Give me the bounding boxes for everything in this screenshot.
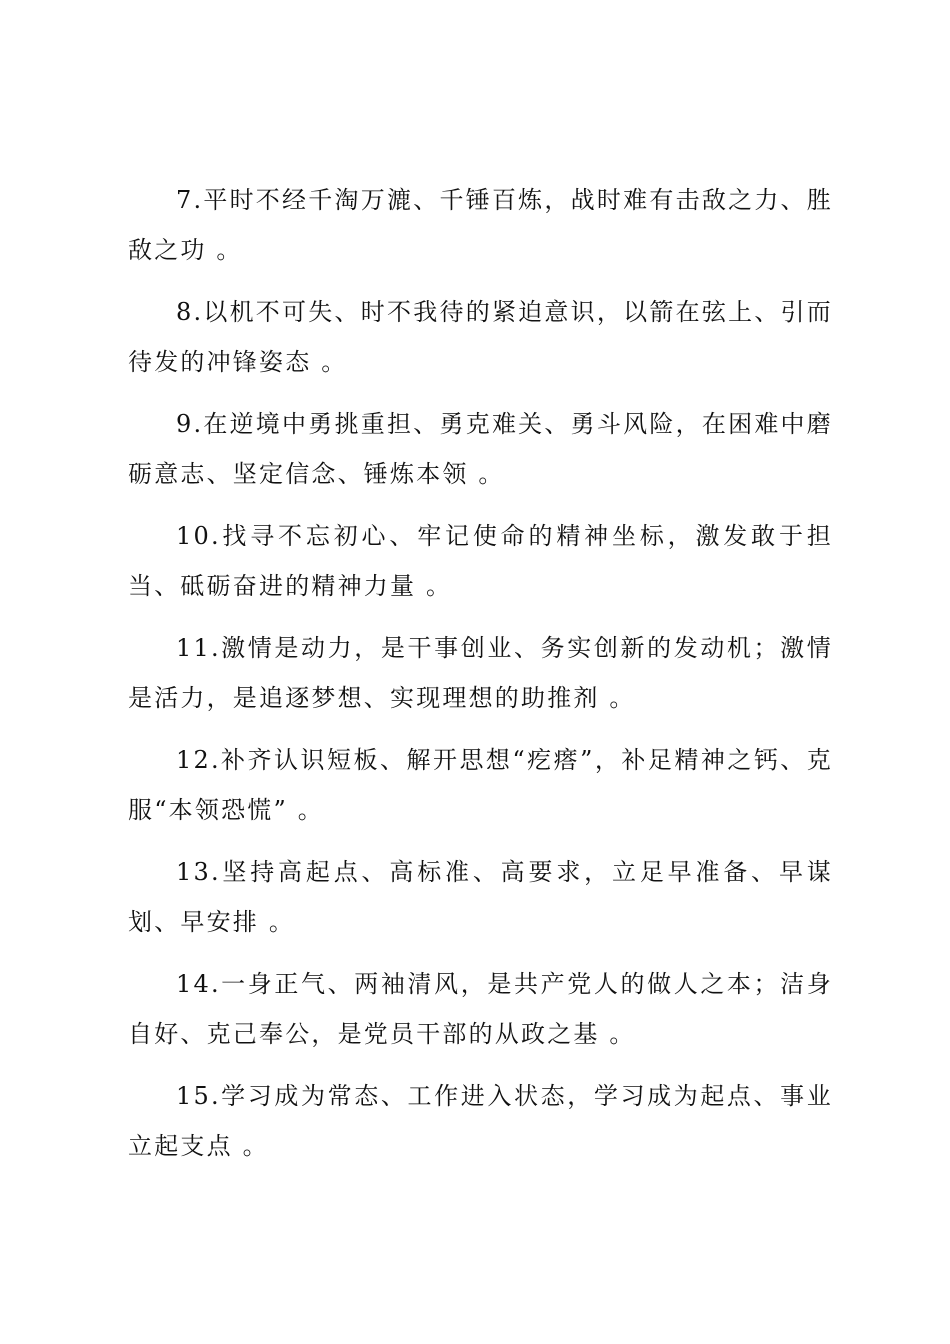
- paragraph-10: 10.找寻不忘初心、牢记使命的精神坐标，激发敢于担当、砥砺奋进的精神力量 。: [128, 522, 833, 600]
- paragraph-15: 15.学习成为常态、工作进入状态，学习成为起点、事业立起支点 。: [128, 1082, 833, 1160]
- paragraph-9: 9.在逆境中勇挑重担、勇克难关、勇斗风险，在困难中磨砺意志、坚定信念、锤炼本领 。: [128, 410, 833, 488]
- paragraph-8: 8.以机不可失、时不我待的紧迫意识，以箭在弦上、引而待发的冲锋姿态 。: [128, 298, 833, 376]
- paragraph-11: 11.激情是动力，是干事创业、务实创新的发动机；激情是活力，是追逐梦想、实现理想的助推剂 。: [128, 634, 833, 712]
- paragraph-14: 14.一身正气、两袖清风，是共产党人的做人之本；洁身自好、克己奉公，是党员干部的从政之基 。: [128, 970, 833, 1048]
- paragraph-12: 12.补齐认识短板、解开思想“疙瘩”，补足精神之钙、克服“本领恐慌” 。: [128, 746, 833, 824]
- document-body: [128, 175, 833, 1183]
- paragraph-7: 7.平时不经千淘万漉、千锤百炼，战时难有击敌之力、胜敌之功 。: [128, 186, 833, 264]
- paragraph-13: 13.坚持高起点、高标准、高要求，立足早准备、早谋划、早安排 。: [128, 858, 833, 936]
